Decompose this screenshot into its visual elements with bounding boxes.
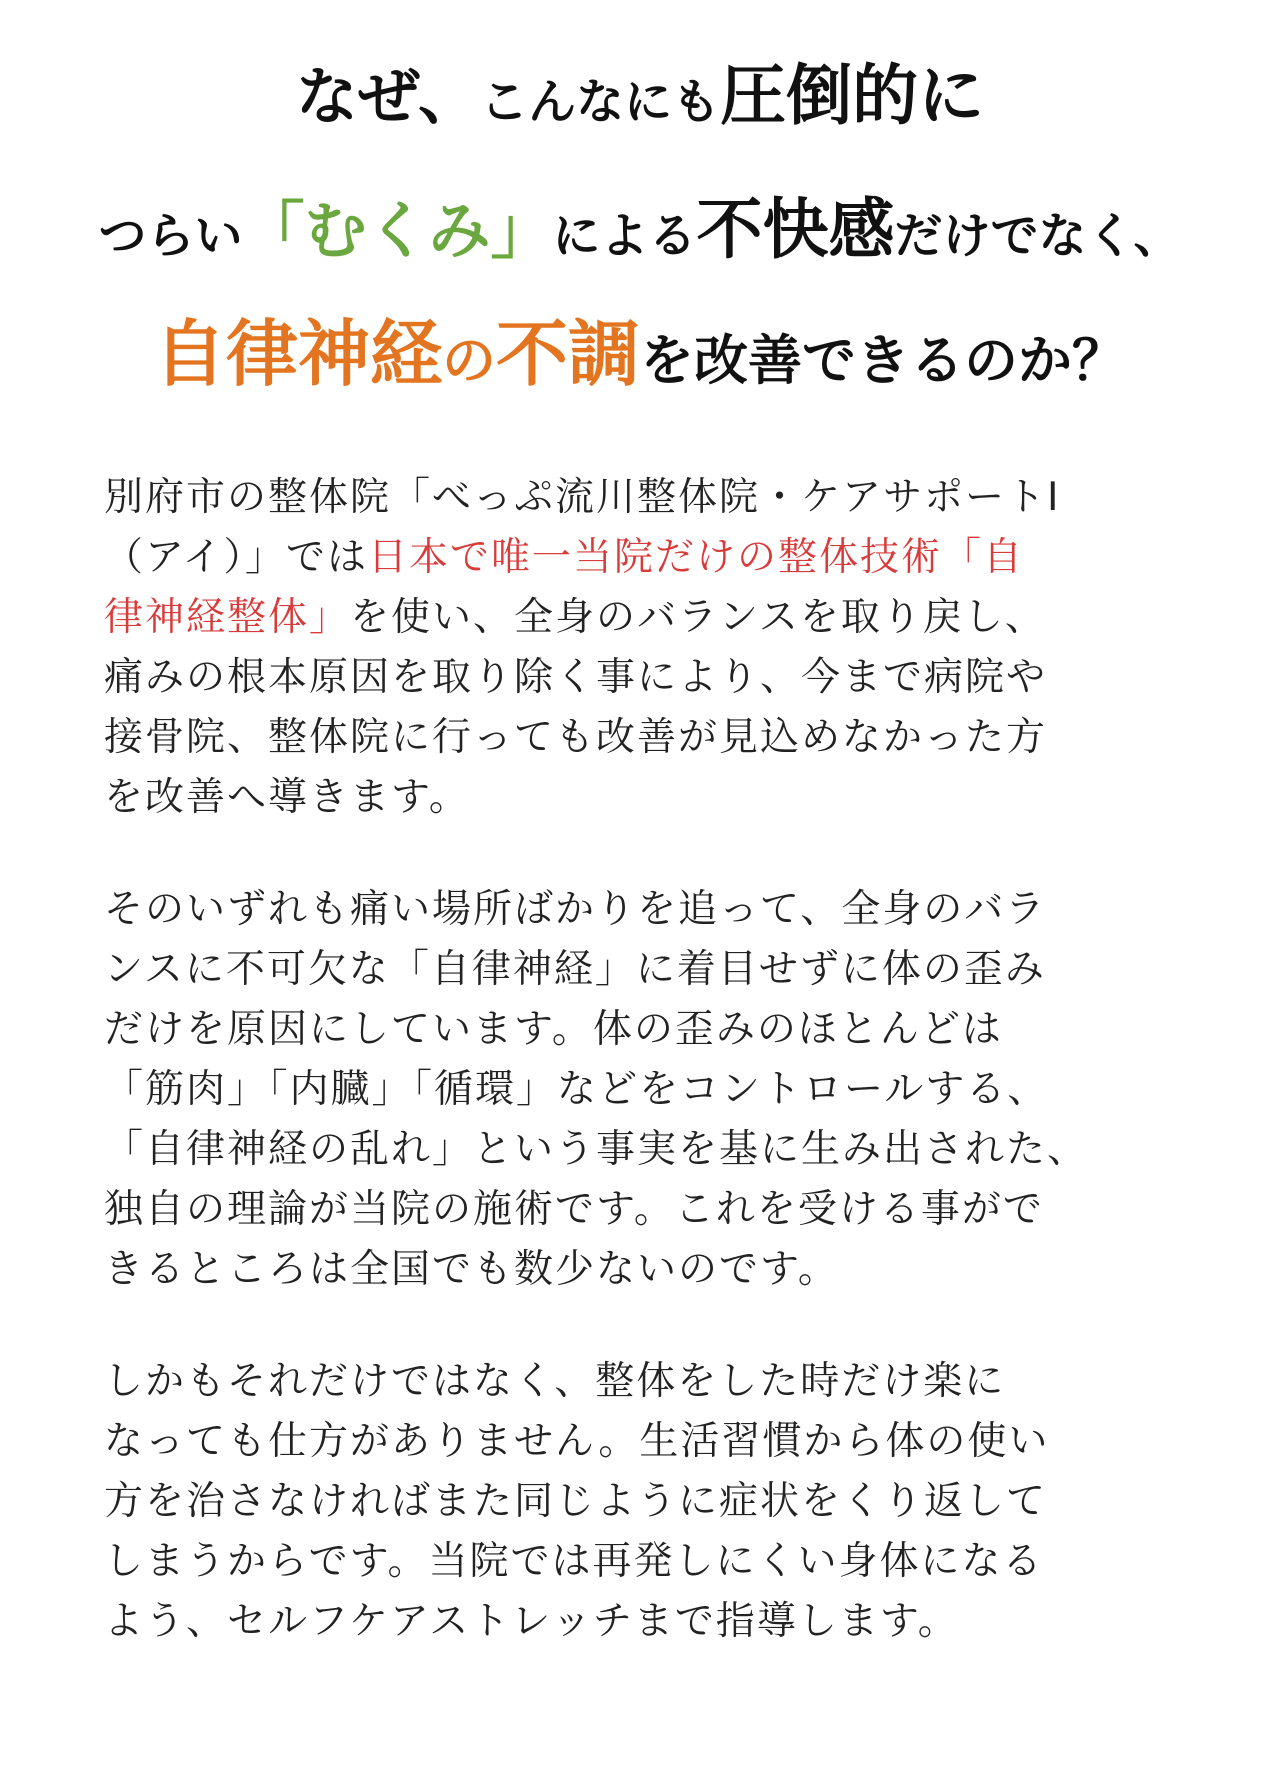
heading-text: つらい (98, 208, 243, 264)
heading-text: なぜ、 (295, 60, 481, 133)
paragraph-red-text: 律神経整体」 (104, 595, 351, 640)
paragraph-line: しまうからです。当院では再発しにくい身体になる (104, 1539, 1044, 1584)
paragraph-line: 方を治さなければまた同じように症状をくり返して (104, 1479, 1048, 1524)
heading-text: 圧倒的に (720, 56, 985, 134)
paragraph-line: よう、セルフケアストレッチまで指導します。 (104, 1599, 959, 1644)
paragraph-line: 「筋肉」「内臓」「循環」などをコントロールする、 (104, 1067, 1049, 1112)
heading-highlight-fucho: 不調 (496, 311, 641, 396)
heading-highlight-no: の (442, 328, 496, 392)
paragraph-text: を使い、全身のバランスを取り戻し、 (350, 595, 1046, 640)
paragraph-line: 独自の理論が当院の施術です。これを受ける事がで (104, 1187, 1044, 1232)
heading-highlight-mukumi: 「むくみ」 (242, 194, 553, 267)
paragraph-line: を改善へ導きます。 (104, 775, 470, 820)
heading-text: を改善できるのか？ (640, 328, 1127, 392)
heading-line-1 (0, 56, 1280, 134)
heading-highlight-jiritsu: 自律神経 (153, 311, 442, 396)
heading-text: こんなにも (480, 74, 721, 130)
paragraph-line: だけを原因にしています。体の歪みのほとんどは (104, 1007, 1003, 1052)
paragraph-line: なっても仕方がありません。生活習慣から体の使い (104, 1419, 1050, 1464)
paragraph-line: しかもそれだけではなく、整体をした時だけ楽に (104, 1359, 1006, 1404)
paragraph-3 (104, 1352, 1184, 1652)
heading-text: による (552, 208, 697, 264)
heading-text: 不快感 (696, 190, 895, 268)
paragraph-2 (104, 880, 1184, 1300)
paragraph-line: ンスに不可欠な「自律神経」に着目せずに体の歪み (104, 947, 1046, 992)
paragraph-line: きるところは全国でも数少ないのです。 (104, 1247, 839, 1292)
paragraph-line (104, 528, 1184, 588)
heading-text: だけでなく、 (894, 208, 1182, 264)
heading-line-3 (0, 311, 1280, 396)
paragraph-line: 「自律神経の乱れ」という事実を基に生み出された、 (104, 1127, 1089, 1172)
paragraph-1 (104, 468, 1184, 828)
heading-line-2 (0, 190, 1280, 268)
paragraph-line: 痛みの根本原因を取り除く事により、今まで病院や (104, 655, 1048, 700)
paragraph-text: （アイ）」では (104, 535, 368, 580)
paragraph-line: そのいずれも痛い場所ばかりを追って、全身のバラ (104, 887, 1047, 932)
paragraph-line (104, 588, 1184, 648)
paragraph-line: 接骨院、整体院に行っても改善が見込めなかった方 (104, 715, 1048, 760)
paragraph-line: 別府市の整体院「べっぷ流川整体院・ケアサポートI (104, 475, 1061, 520)
paragraph-red-text: 日本で唯一当院だけの整体技術「自 (368, 535, 1025, 580)
